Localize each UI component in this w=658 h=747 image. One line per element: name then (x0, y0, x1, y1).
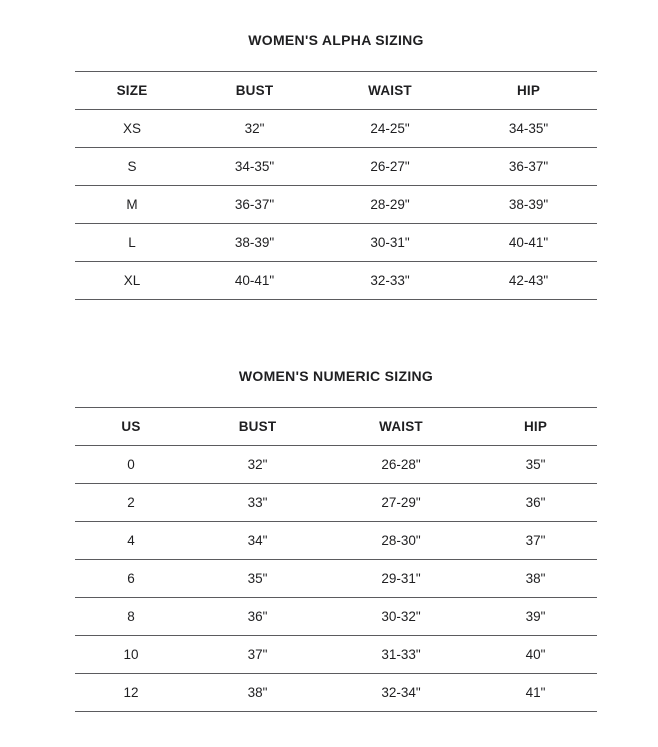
alpha-column-header-size: SIZE (116, 83, 148, 98)
alpha-sizing-table (75, 71, 597, 300)
cell-us: 12 (123, 685, 139, 700)
cell-hip: 41" (525, 685, 546, 700)
cell-bust: 38-39" (234, 235, 275, 250)
cell-hip: 34-35" (508, 121, 549, 136)
numeric-column-header-hip: HIP (523, 419, 548, 434)
cell-size: L (128, 235, 136, 250)
table-row-xs (75, 110, 597, 148)
alpha-sizing-title: WOMEN'S ALPHA SIZING (248, 32, 424, 48)
cell-size: XS (122, 121, 141, 136)
numeric-sizing-table (75, 407, 597, 712)
cell-size: S (127, 159, 137, 174)
table-row-2 (75, 484, 597, 522)
cell-bust: 37" (247, 647, 268, 662)
cell-size: M (126, 197, 138, 212)
table-row-0 (75, 446, 597, 484)
alpha-column-header-waist: WAIST (368, 83, 412, 98)
cell-waist: 30-32" (381, 609, 421, 624)
table-row-10 (75, 636, 597, 674)
cell-hip: 39" (525, 609, 546, 624)
cell-us: 6 (127, 571, 135, 586)
cell-waist: 32-33" (370, 273, 410, 288)
cell-waist: 27-29" (381, 495, 421, 510)
cell-hip: 36-37" (508, 159, 549, 174)
alpha-column-header-bust: BUST (235, 83, 274, 98)
cell-waist: 32-34" (381, 685, 421, 700)
cell-bust: 36" (247, 609, 268, 624)
cell-hip: 40-41" (508, 235, 549, 250)
cell-bust: 38" (247, 685, 268, 700)
numeric-column-header-bust: BUST (238, 419, 277, 434)
cell-waist: 31-33" (381, 647, 421, 662)
cell-us: 2 (127, 495, 135, 510)
table-row-4 (75, 522, 597, 560)
table-row-12 (75, 674, 597, 712)
table-row-6 (75, 560, 597, 598)
cell-waist: 26-27" (370, 159, 410, 174)
cell-us: 8 (127, 609, 135, 624)
table-row-8 (75, 598, 597, 636)
numeric-column-header-waist: WAIST (379, 419, 423, 434)
cell-bust: 34" (247, 533, 268, 548)
cell-bust: 32" (247, 457, 268, 472)
cell-hip: 36" (525, 495, 546, 510)
cell-us: 0 (127, 457, 135, 472)
cell-waist: 29-31" (381, 571, 421, 586)
table-row-xl (75, 262, 597, 300)
cell-hip: 37" (525, 533, 546, 548)
cell-waist: 28-29" (370, 197, 410, 212)
alpha-column-header-hip: HIP (516, 83, 541, 98)
cell-bust: 35" (247, 571, 268, 586)
cell-hip: 42-43" (508, 273, 549, 288)
numeric-header-row (75, 408, 597, 446)
cell-hip: 38-39" (508, 197, 549, 212)
cell-hip: 40" (525, 647, 546, 662)
cell-us: 4 (127, 533, 135, 548)
table-row-l (75, 224, 597, 262)
table-row-s (75, 148, 597, 186)
cell-size: XL (123, 273, 141, 288)
cell-waist: 26-28" (381, 457, 421, 472)
cell-hip: 35" (525, 457, 546, 472)
numeric-column-header-us: US (121, 419, 141, 434)
alpha-header-row (75, 72, 597, 110)
cell-hip: 38" (525, 571, 546, 586)
cell-waist: 24-25" (370, 121, 410, 136)
cell-bust: 32" (244, 121, 265, 136)
cell-bust: 33" (247, 495, 268, 510)
cell-waist: 30-31" (370, 235, 410, 250)
cell-bust: 36-37" (234, 197, 275, 212)
numeric-sizing-title: WOMEN'S NUMERIC SIZING (238, 368, 434, 384)
cell-bust: 34-35" (234, 159, 275, 174)
cell-waist: 28-30" (381, 533, 421, 548)
cell-us: 10 (123, 647, 139, 662)
table-row-m (75, 186, 597, 224)
cell-bust: 40-41" (234, 273, 275, 288)
